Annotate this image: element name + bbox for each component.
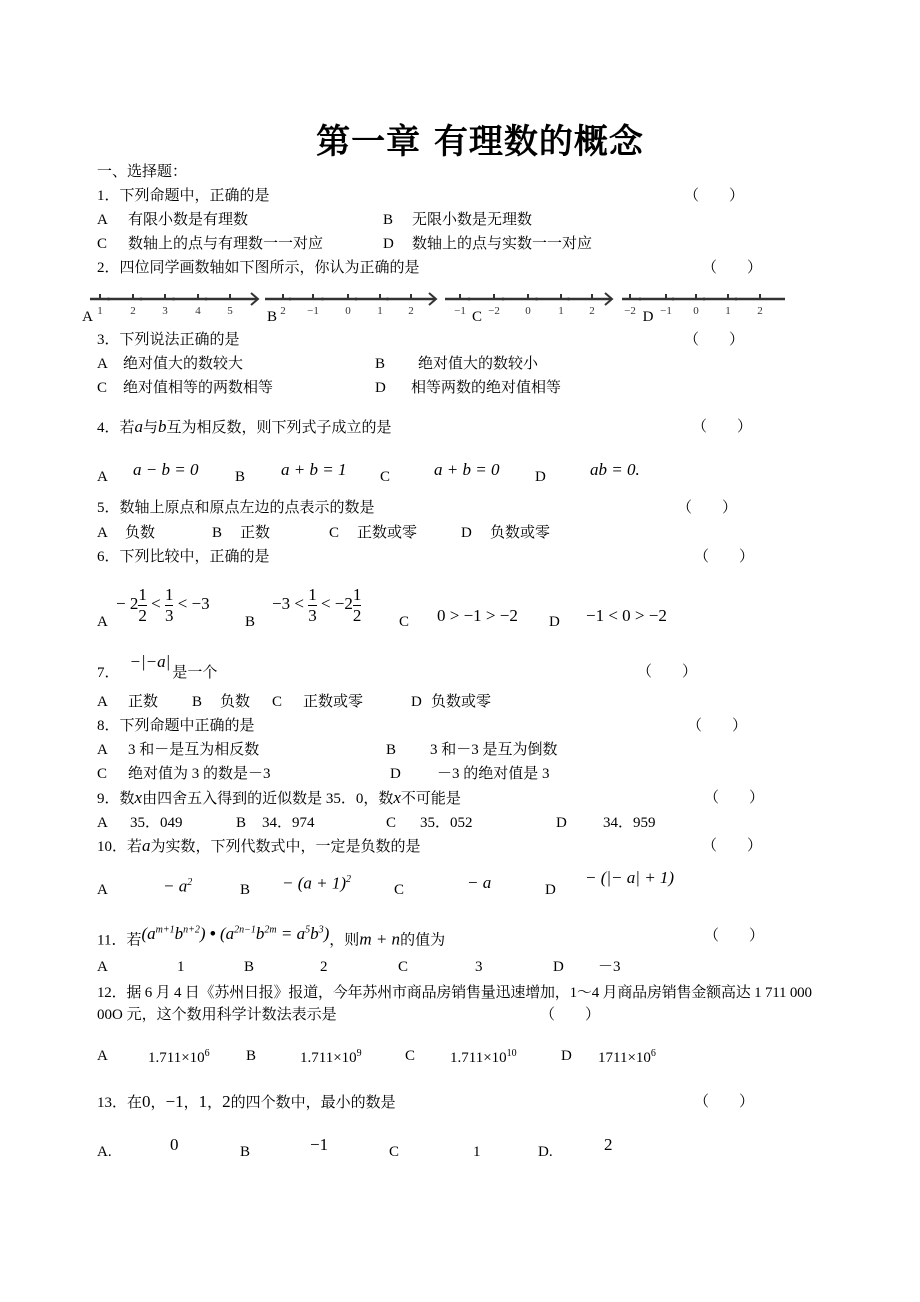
q13-option-a-label: A. [97,1144,112,1160]
q10-stem: 10．若a为实数，下列代数式中，一定是负数的是 [97,836,421,855]
number-line-option-label: D [642,309,654,325]
number-line-dot [386,298,389,301]
number-line-tick-label: 1 [377,305,383,317]
q5-option-b: 正数 [240,525,271,541]
q9-stem: 9．数x由四舍五入得到的近似数是 35．0，数x不可能是 [97,788,461,807]
q9-option-a-label: A [97,815,108,831]
q4-option-c-label: C [380,469,391,485]
q8-option-a: 3 和－是互为相反数 [128,742,260,758]
q8-option-b: 3 和－3 是互为倒数 [430,742,558,758]
q8-option-d: －3 的绝对值是 3 [437,766,550,782]
q3-option-d-label: D [375,380,386,396]
q7-answer-blank: （ ） [637,664,698,680]
q7-option-d-label: D [411,694,422,710]
page-title: 第一章 有理数的概念 [316,122,644,162]
q13-option-b: −1 [310,1135,329,1154]
q1-option-d-label: D [383,236,394,252]
number-line-tick-label: 0 [693,305,699,317]
number-line-tick-label: −1 [454,305,466,317]
q10-option-a: − $a^2$ [163,876,193,896]
number-line-dot [355,298,358,301]
number-line-tick-label: 2 [589,305,595,317]
q9-option-c: 35．052 [420,815,473,831]
q12-option-d: $1711\times 10^6$ [598,1048,656,1066]
q4-option-b-label: B [235,469,246,485]
q3-option-c-label: C [97,380,108,396]
number-line-dot [172,298,175,301]
number-line-dot [468,298,471,301]
q10-option-d-label: D [545,882,556,898]
q8-answer-blank: （ ） [687,718,748,734]
q11-option-d-label: D [553,959,564,975]
q6-stem: 6．下列比较中，正确的是 [97,549,270,565]
number-line-dot [672,298,675,301]
q10-option-b-label: B [240,882,251,898]
q13-answer-blank: （ ） [694,1094,755,1110]
q3-option-b-label: B [375,356,386,372]
q2-answer-blank: （ ） [702,260,763,276]
number-line-tick-label: 2 [757,305,763,317]
number-line-option-label: A [82,309,93,325]
q6-option-d-label: D [549,614,560,630]
q12-answer-blank: （ ） [540,1007,601,1023]
q5-option-d: 负数或零 [490,525,551,541]
q12-option-c: $1.711\times 10^{10}$ [450,1048,517,1066]
q5-answer-blank: （ ） [677,500,738,516]
q9-option-c-label: C [386,815,397,831]
number-line-tick-label: 0 [525,305,531,317]
q1-option-b-label: B [383,212,394,228]
q10-option-c: − a [467,873,492,892]
q8-option-c-label: C [97,766,108,782]
q1-option-d: 数轴上的点与实数一一对应 [412,236,593,252]
q7-option-c-label: C [272,694,283,710]
q9-option-b: 34．974 [262,815,315,831]
q1-option-a: 有限小数是有理数 [128,212,249,228]
q6-answer-blank: （ ） [694,549,755,565]
q4-option-d-label: D [535,469,546,485]
number-line-tick-label: −1 [660,305,672,317]
q1-option-c-label: C [97,236,108,252]
q6-option-b-label: B [245,614,256,630]
q8-stem: 8．下列命题中正确的是 [97,718,255,734]
number-line-dot [735,298,738,301]
number-line-dot [567,298,570,301]
number-line-dot [535,298,538,301]
q7-option-b-label: B [192,694,203,710]
q11-option-a-label: A [97,959,108,975]
number-line-dot [703,298,706,301]
number-line-tick-label: 1 [97,305,103,317]
q11-option-c: 3 [475,959,483,975]
q10-option-a-label: A [97,882,108,898]
q13-option-d-label: D. [538,1144,553,1160]
q9-option-d-label: D [556,815,567,831]
q1-option-c: 数轴上的点与有理数一一对应 [128,236,324,252]
q4-option-c: a + b = 0 [434,460,500,479]
q6-option-d: −1 < 0 > −2 [586,606,667,625]
q4-option-b: a + b = 1 [281,460,347,479]
q3-option-b: 绝对值大的数较小 [418,356,539,372]
number-line-tick-label: 4 [195,305,201,317]
q1-answer-blank: （ ） [684,188,745,204]
q6-option-b: −3 < $\frac{1}{3}$ < −2 $\frac{1}{2}$ [272,584,362,625]
q6-option-c: 0 > −1 > −2 [437,606,518,625]
q8-option-d-label: D [390,766,401,782]
q3-option-a-label: A [97,356,108,372]
q11-option-b: 2 [320,959,328,975]
q11-option-b-label: B [244,959,255,975]
q12-option-b-label: B [246,1048,257,1064]
q7-option-c: 正数或零 [303,694,364,710]
q4-option-a-label: A [97,469,108,485]
q6-option-a-label: A [97,614,108,630]
q7-option-a: 正数 [128,694,159,710]
q12-option-a-label: A [97,1048,108,1064]
q13-option-b-label: B [240,1144,251,1160]
q5-option-c: 正数或零 [357,525,418,541]
q8-option-a-label: A [97,742,108,758]
number-line-option-label: B [266,309,277,325]
q11-option-a: 1 [177,959,185,975]
number-line-tick-label: 1 [725,305,731,317]
q10-option-d: − (|− a| + 1) [585,868,675,887]
q9-option-d: 34．959 [603,815,656,831]
number-line-tick-label: −2 [624,305,636,317]
q8-option-b-label: B [386,742,397,758]
q12-option-d-label: D [561,1048,572,1064]
number-line-dot [289,298,292,301]
q13-option-a: 0 [170,1135,179,1154]
q5-stem: 5．数轴上原点和原点左边的点表示的数是 [97,500,375,516]
number-line-tick-label: 3 [162,305,168,317]
q12-stem-line1: 12．据 6 月 4 日《苏州日报》报道，今年苏州市商品房销售量迅速增加，1～4 月商品房销售金额高达 1 711 000 [97,985,812,1001]
number-lines-figure [0,280,920,330]
q12-option-c-label: C [405,1048,416,1064]
number-line-option-label: C [471,309,483,325]
q10-option-b: − $(a + 1)^2$ [282,873,352,893]
q3-option-a: 绝对值大的数较大 [123,356,244,372]
number-line-tick-label: 2 [280,305,286,317]
q5-option-b-label: B [212,525,223,541]
q7-option-d: 负数或零 [431,694,492,710]
number-line-tick-label: −1 [307,305,319,317]
number-line-dot [140,298,143,301]
q13-option-c-label: C [389,1144,400,1160]
number-line-tick-label: 2 [130,305,136,317]
q13-option-c: 1 [473,1144,481,1160]
q4-option-d: ab = 0. [590,460,640,479]
q1-option-b: 无限小数是无理数 [412,212,533,228]
q10-answer-blank: （ ） [702,838,763,854]
q11-stem: 11．若$(a^{m+1}b^{n+2})$ • $(a^{2n-1}b^{2m} = a^5b^3)$，则m + n的值为 [97,923,446,949]
section-heading: 一、选择题： [97,164,188,180]
number-line-dot [502,298,505,301]
number-line-dot [321,298,324,301]
q4-answer-blank: （ ） [692,419,753,435]
number-line-tick-label: 5 [227,305,233,317]
q8-option-c: 绝对值为 3 的数是－3 [128,766,271,782]
q1-option-a-label: A [97,212,108,228]
number-line-tick-label: −2 [488,305,500,317]
q11-option-c-label: C [398,959,409,975]
q4-stem: 4．若a与b互为相反数，则下列式子成立的是 [97,417,392,436]
q10-option-c-label: C [394,882,405,898]
q7-option-a-label: A [97,694,108,710]
q12-option-a: $1.711\times 10^6$ [148,1048,210,1066]
q3-option-c: 绝对值相等的两数相等 [123,380,274,396]
q3-stem: 3．下列说法正确的是 [97,332,240,348]
q6-option-c-label: C [399,614,410,630]
number-line-dot [107,298,110,301]
q9-option-b-label: B [236,815,247,831]
q7-option-b: 负数 [220,694,251,710]
q12-option-b: $1.711\times 10^9$ [300,1048,362,1066]
q1-stem: 1．下列命题中，正确的是 [97,188,270,204]
q6-option-a: − 2 $\frac{1}{2}$ < $\frac{1}{3}$ < −3 [116,584,210,625]
number-line-tick-label: 0 [345,305,351,317]
q7-stem: 7．−|−a|是一个 [97,652,218,681]
q5-option-d-label: D [461,525,472,541]
q12-stem-line2: 00O 元，这个数用科学计数法表示是 [97,1007,337,1023]
q2-stem: 2．四位同学画数轴如下图所示，你认为正确的是 [97,260,420,276]
q11-option-d: －3 [598,959,621,975]
q9-answer-blank: （ ） [704,790,765,806]
q5-option-a-label: A [97,525,108,541]
q11-answer-blank: （ ） [704,928,765,944]
number-line-dot [639,298,642,301]
q5-option-c-label: C [329,525,340,541]
q3-option-d: 相等两数的绝对值相等 [411,380,562,396]
q5-option-a: 负数 [125,525,156,541]
number-line-tick-label: 2 [408,305,414,317]
q13-option-d: 2 [604,1135,613,1154]
q9-option-a: 35．049 [130,815,183,831]
q13-stem: 13．在0，−1，1，2的四个数中，最小的数是 [97,1092,396,1111]
number-line-dot [205,298,208,301]
q4-option-a: a − b = 0 [133,460,199,479]
number-line-tick-label: 1 [558,305,564,317]
q3-answer-blank: （ ） [684,332,745,348]
